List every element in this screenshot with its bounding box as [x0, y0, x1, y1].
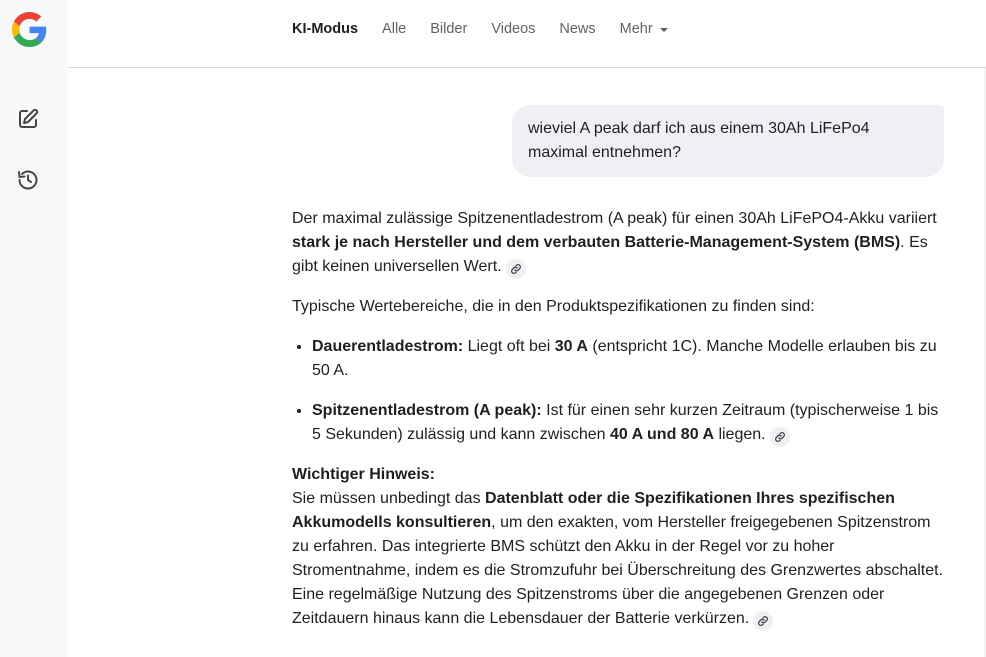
history-icon — [16, 168, 40, 192]
text: Ist für einen sehr kurzen Zeitraum (typischerweise 1 bis 5 Sekunden) zulässig und kann zwischen — [312, 402, 939, 443]
bold-text: 30 A — [554, 338, 588, 355]
answer-intro — [292, 207, 948, 279]
search-tabs — [292, 0, 692, 58]
text: liegen. — [714, 426, 766, 443]
bold-text: 40 A und 80 A — [609, 426, 714, 443]
tab-ki-modus[interactable] — [292, 21, 358, 37]
important-note — [292, 463, 948, 631]
top-bar — [68, 0, 986, 68]
google-g-logo[interactable] — [12, 12, 47, 47]
tab-mehr[interactable] — [620, 21, 668, 37]
tab-label: KI-Modus — [292, 21, 359, 37]
link-icon — [774, 431, 786, 443]
caret-down-icon — [660, 28, 668, 32]
source-link-button[interactable] — [506, 259, 526, 279]
list-item — [312, 399, 948, 447]
history-button[interactable] — [14, 166, 42, 194]
ai-answer — [292, 207, 948, 647]
tab-label: Videos — [491, 21, 536, 37]
list-item — [312, 335, 948, 383]
tab-label: Alle — [382, 21, 407, 37]
bullet-label: Spitzenentladestrom (A peak): — [312, 402, 542, 419]
source-link-button[interactable] — [753, 611, 773, 631]
bold-text: stark je nach Hersteller und dem verbauten Batterie-Management-System (BMS) — [292, 234, 901, 251]
user-query-bubble — [512, 105, 944, 177]
bullet-label: Dauerentladestrom: — [312, 338, 464, 355]
ranges-heading: Typische Wertebereiche, die in den Produktspezifikationen zu finden sind: — [292, 298, 815, 315]
new-chat-button[interactable] — [14, 105, 42, 133]
tab-label: Mehr — [619, 21, 653, 37]
left-rail — [0, 0, 68, 657]
text: Sie müssen unbedingt das — [292, 490, 486, 507]
tab-bilder[interactable] — [430, 21, 467, 37]
text: . Es gibt keinen universellen Wert. — [292, 234, 928, 275]
tab-label: Bilder — [430, 21, 468, 37]
tab-label: News — [559, 21, 596, 37]
source-link-button[interactable] — [770, 427, 790, 447]
note-heading: Wichtiger Hinweis: — [292, 466, 435, 483]
tab-news[interactable] — [559, 21, 595, 37]
text: Liegt oft bei — [463, 338, 555, 355]
bullet-list — [292, 335, 948, 447]
user-query-text: wieviel A peak darf ich aus einem 30Ah LiFePo4 maximal entnehmen? — [528, 120, 870, 161]
text: , um den exakten, vom Hersteller freigegebenen Spitzenstrom zu erfahren. Das integrierte BMS schützt den Akku in der Regel vor zu hoher Stromentnahme, indem es die Stromzufuhr bei Überschreitung des Grenzwertes abschaltet. Eine regelmäßige Nutzung des Spitzenstroms über die angegebenen Grenzen oder Zeitdauern hinaus kann die Lebensdauer der Batterie verkürzen. — [292, 514, 943, 627]
link-icon — [510, 263, 522, 275]
tab-alle[interactable] — [382, 21, 406, 37]
bold-text: Datenblatt oder die Spezifikationen Ihres spezifischen Akkumodells konsultieren — [292, 490, 895, 531]
text: Der maximal zulässige Spitzenentladestrom (A peak) für einen 30Ah LiFePO4-Akku variiert — [292, 210, 937, 227]
tab-videos[interactable] — [491, 21, 535, 37]
text: (entspricht 1C). Manche Modelle erlauben bis zu 50 A. — [312, 338, 937, 379]
edit-icon — [16, 107, 40, 131]
link-icon — [757, 615, 769, 627]
